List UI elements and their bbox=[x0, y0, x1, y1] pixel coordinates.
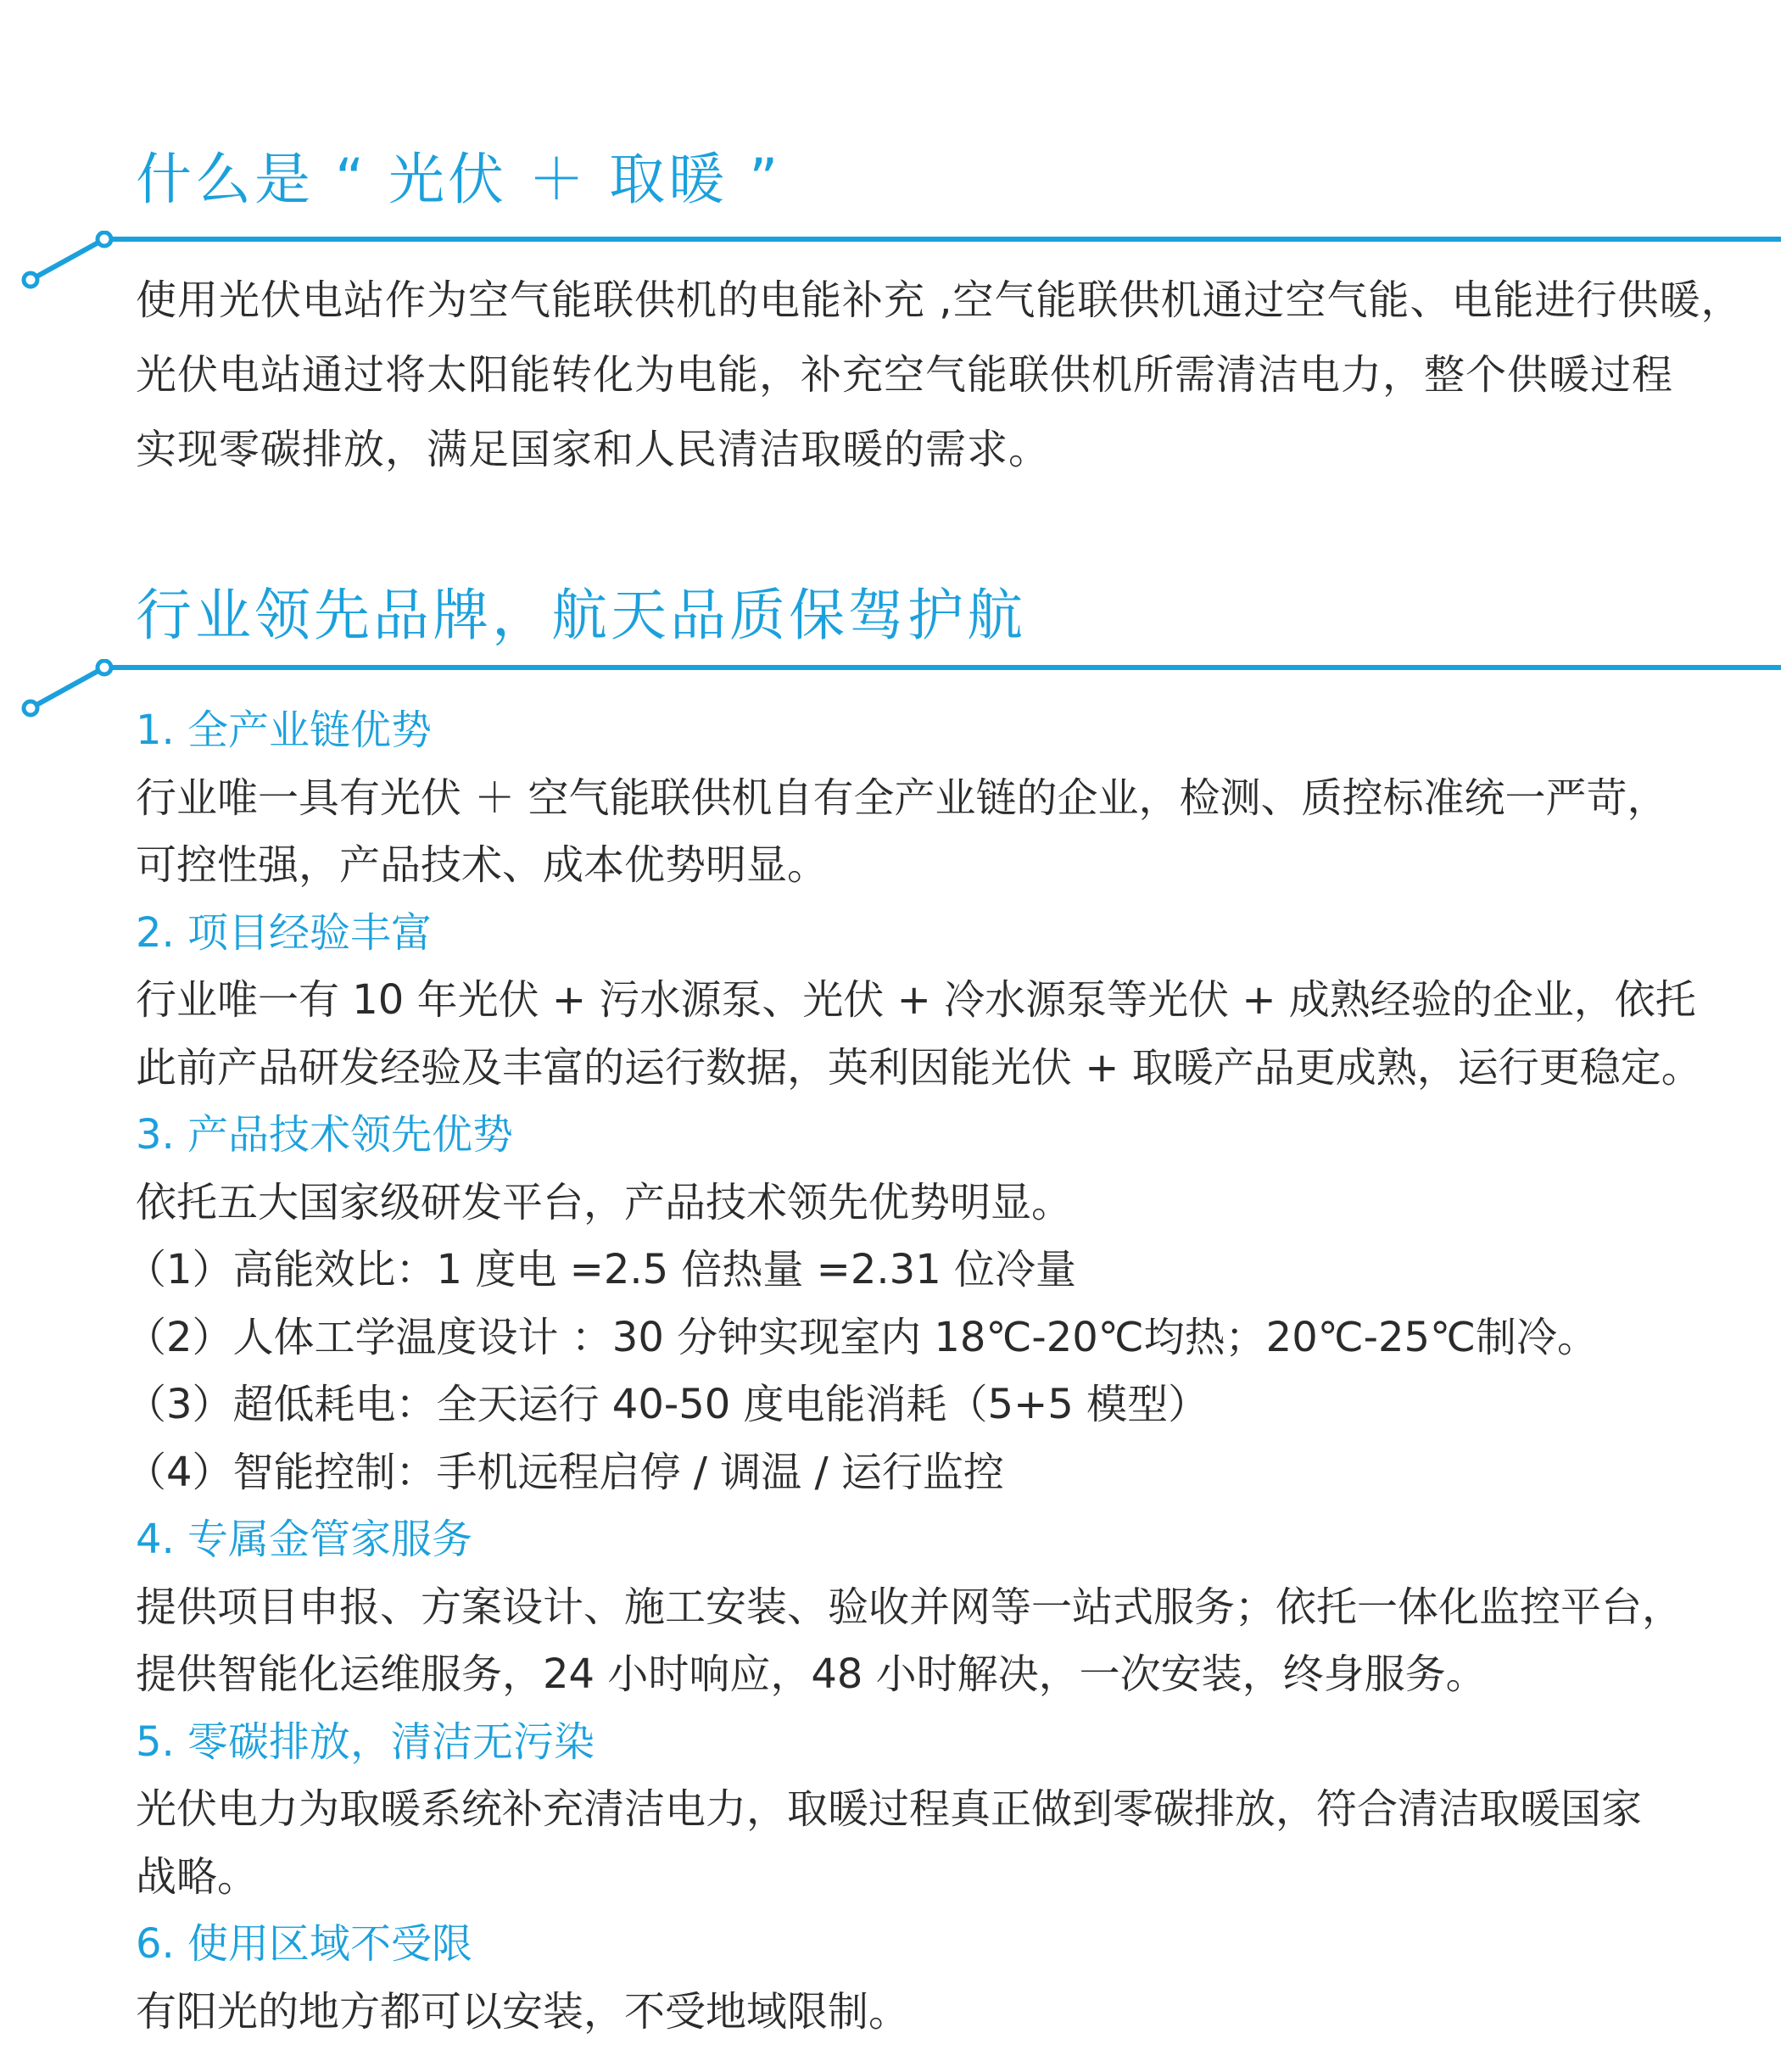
advantage-title: 5. 零碳排放，清洁无污染 bbox=[136, 1717, 595, 1766]
advantage-text: 有阳光的地方都可以安装，不受地域限制。 bbox=[136, 1987, 910, 2036]
advantage-subpoint: （1）高能效比：1 度电 =2.5 倍热量 =2.31 位冷量 bbox=[126, 1246, 1077, 1293]
advantage-title: 4. 专属金管家服务 bbox=[136, 1516, 473, 1563]
advantage-subpoint: （3）超低耗电：全天运行 40-50 度电能消耗（5+5 模型） bbox=[126, 1381, 1209, 1428]
intro-line: 使用光伏电站作为空气能联供机的电能补充 ,空气能联供机通过空气能、电能进行供暖， bbox=[136, 276, 1743, 324]
advantage-text: 可控性强，产品技术、成本优势明显。 bbox=[136, 841, 829, 889]
advantage-text: 此前产品研发经验及丰富的运行数据，英利因能光伏 + 取暖产品更成熟，运行更稳定。 bbox=[136, 1043, 1702, 1092]
intro-line: 实现零碳排放，满足国家和人民清洁取暖的需求。 bbox=[136, 426, 1051, 473]
advantage-item bbox=[136, 1911, 1764, 2046]
section-heading-brand: 行业领先品牌，航天品质保驾护航 bbox=[136, 583, 1026, 648]
section-heading-what-is: 什么是 “ 光伏 ＋ 取暖 ” bbox=[136, 147, 782, 212]
advantage-text: 光伏电力为取暖系统补充清洁电力，取暖过程真正做到零碳排放，符合清洁取暖国家 bbox=[136, 1785, 1643, 1833]
advantage-text: 行业唯一具有光伏 ＋ 空气能联供机自有全产业链的企业，检测、质控标准统一严苛， bbox=[136, 774, 1668, 822]
advantage-text: 依托五大国家级研发平台，产品技术领先优势明显。 bbox=[136, 1178, 1073, 1226]
advantage-subpoint: （2）人体工学温度设计 ：30 分钟实现室内 18℃-20℃均热；20℃-25℃制冷。 bbox=[126, 1313, 1598, 1361]
advantage-text: 行业唯一有 10 年光伏 + 污水源泵、光伏 + 冷水源泵等光伏 + 成熟经验的企业，依托 bbox=[136, 976, 1696, 1024]
advantages-list bbox=[126, 697, 1764, 2046]
advantage-item bbox=[136, 900, 1764, 1103]
advantage-title: 2. 项目经验丰富 bbox=[136, 908, 433, 957]
advantage-title: 1. 全产业链优势 bbox=[136, 706, 433, 754]
advantage-item bbox=[126, 1102, 1764, 1506]
advantage-title: 6. 使用区域不受限 bbox=[136, 1920, 473, 1968]
advantage-text: 提供项目申报、方案设计、施工安装、验收并网等一站式服务；依托一体化监控平台， bbox=[136, 1583, 1683, 1631]
advantage-text: 战略。 bbox=[136, 1852, 259, 1901]
advantage-item bbox=[136, 1506, 1764, 1709]
advantage-subpoint: （4）智能控制：手机远程启停 / 调温 / 运行监控 bbox=[126, 1448, 1004, 1496]
intro-paragraph bbox=[136, 263, 1747, 487]
advantage-text: 提供智能化运维服务，24 小时响应，48 小时解决，一次安装，终身服务。 bbox=[136, 1650, 1487, 1698]
advantage-title: 3. 产品技术领先优势 bbox=[136, 1111, 514, 1159]
advantage-item bbox=[136, 1709, 1764, 1912]
advantage-item bbox=[136, 697, 1764, 900]
intro-line: 光伏电站通过将太阳能转化为电能，补充空气能联供机所需清洁电力，整个供暖过程 bbox=[136, 351, 1674, 399]
